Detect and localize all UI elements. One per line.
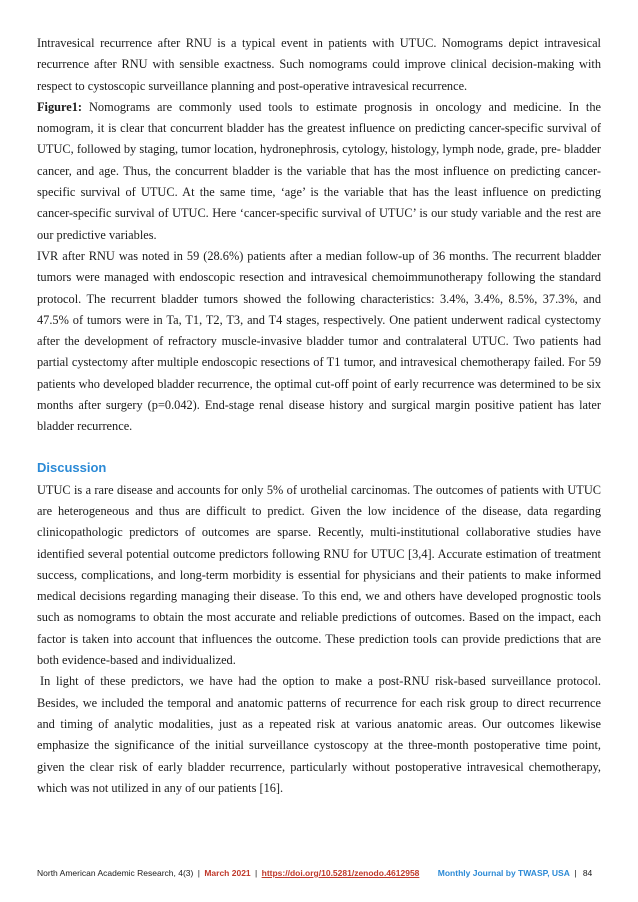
footer-citation: North American Academic Research, 4(3) — [37, 868, 194, 878]
footer-page-number: 84 — [582, 868, 593, 878]
paragraph-discussion-2: In light of these predictors, we have had the option to make a post-RNU risk-based surveillance protocol. Besides, we included the temporal and anatomic patterns of recurrence for each risk group to direct recurrence and timing of analytic modalities, just as a repeated risk at various anatomic areas. Our outcomes likewise emphasize the significance of the initial surveillance cystoscopy at the three-month postoperative time point, given the clear risk of early bladder recurrence, particularly without postoperative intravesical chemotherapy, which was not utilized in any of our patients [16]. — [37, 674, 601, 795]
footer-date: March 2021 — [204, 868, 251, 878]
page-footer — [37, 868, 607, 878]
discussion-heading: Discussion — [37, 459, 107, 475]
figure-label: Figure1: — [37, 99, 83, 114]
footer-doi-link[interactable]: https://doi.org/10.5281/zenodo.4612958 — [261, 868, 420, 878]
paragraph-intravesical-recurrence: Intravesical recurrence after RNU is a typical event in patients with UTUC. Nomograms depict intravesical recurrence after RNU with sensible exactness. Such nomograms could improve clinical decision-making with respect to cystoscopic surveillance planning and post-operative intravesical recurrence. — [37, 36, 601, 93]
footer-separator: | — [574, 868, 577, 878]
figure-description: Nomograms are commonly used tools to estimate prognosis in oncology and medicine. In the nomogram, it is clear that concurrent bladder has the greatest influence on predicting cancer-specific survival of UTUC, followed by staging, tumor location, hydronephrosis, cytology, histology, lymph node, grade, pre- bladder cancer, and age. Thus, the concurrent bladder is the variable that has the most influence on predicting cancer-specific survival of UTUC. At the same time, ‘age’ is the variable that has the least influence on predicting cancer-specific survival of UTUC. Here ‘cancer-specific survival of UTUC’ is our study variable and the rest are our predictive variables. — [37, 99, 601, 242]
paragraph-figure1 — [37, 97, 601, 246]
footer-separator: | — [197, 868, 200, 878]
paragraph-ivr-results: IVR after RNU was noted in 59 (28.6%) patients after a median follow-up of 36 months. The recurrent bladder tumors were managed with endoscopic resection and intravesical chemoimmunotherapy following the standard protocol. The recurrent bladder tumors showed the following characteristics: 3.4%, 3.4%, 8.5%, 37.3%, and 47.5% of tumors were in Ta, T1, T2, T3, and T4 stages, respectively. One patient underwent radical cystectomy after the development of refractory muscle-invasive bladder tumor and contralateral UTUC. Two patients had partial cystectomy after multiple endoscopic resections of T1 tumor, and intravesical chemotherapy failed. For 59 patients who developed bladder recurrence, the optimal cut-off point of early recurrence was determined to be six months after surgery (p=0.042). End-stage renal disease history and surgical margin positive patient has later bladder recurrence. — [37, 248, 601, 434]
article-body — [37, 33, 601, 799]
footer-separator: | — [255, 868, 258, 878]
paragraph-discussion-1: UTUC is a rare disease and accounts for only 5% of urothelial carcinomas. The outcomes of patients with UTUC are heterogeneous and thus are difficult to predict. Given the low incidence of the disease, data regarding clinicopathologic predictors of outcomes are sparse. Recently, multi-institutional collaborative studies have identified several potential outcome predictors following RNU for UTUC [3,4]. Accurate estimation of treatment success, complications, and long-term morbidity is essential for physicians and their patients to make informed medical decisions regarding managing their disease. To this end, we and others have developed prognostic tools such as nomograms to obtain the most accurate and reliable predictions of outcomes. Based on the impact, each factor is taken into account that influences the outcome. These prediction tools can provide predictions that are both evidence-based and individualized. — [37, 482, 601, 668]
footer-journal: Monthly Journal by TWASP, USA — [437, 868, 570, 878]
